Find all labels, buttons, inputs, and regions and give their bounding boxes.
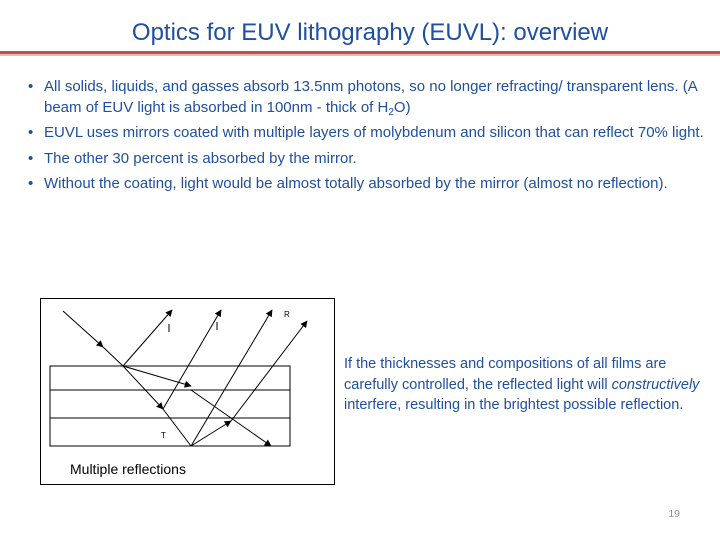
multilayer-reflection-figure: [40, 298, 335, 485]
explanation-text-end: interfere, resulting in the brightest possible reflection.: [344, 397, 684, 413]
bullet-list: [26, 77, 706, 200]
bullet-text-tail: O): [393, 98, 411, 116]
figure-caption: Multiple reflections: [70, 461, 186, 477]
bullet-dot-icon: •: [28, 149, 34, 167]
bullet-dot-icon: •: [28, 175, 34, 192]
multilayer-diagram: [41, 299, 336, 486]
bullet-dot-icon: •: [28, 124, 34, 141]
transmitted-ray: [123, 366, 163, 409]
bullet-item: [26, 174, 706, 195]
bullet-text: EUVL uses mirrors coated with multiple layers of molybdenum and silicon that can reflect 70% light.: [44, 124, 704, 141]
bullet-text: All solids, liquids, and gasses absorb 13.5nm photons, so no longer refracting/ transparent lens. (A beam of EUV light is absorbed in 100nm - thick of H: [44, 78, 697, 116]
title-divider-shadow: [0, 54, 720, 56]
bullet-item: [26, 123, 706, 144]
reflected-label: R: [284, 310, 290, 319]
transmitted-ray: [123, 366, 191, 386]
incident-ray: [103, 347, 123, 366]
explanation-text-start: If the thicknesses and compositions of all films are carefully controlled, the reflected light will: [344, 356, 667, 393]
bullet-text: The other 30 percent is absorbed by the mirror.: [44, 149, 357, 167]
reflected-ray: [191, 310, 272, 446]
transmitted-ray: [163, 409, 191, 446]
reflected-ray: [163, 310, 221, 409]
subscript: 2: [388, 106, 394, 118]
emphasis-text: constructively: [611, 376, 700, 393]
bullet-item: [26, 77, 706, 118]
bullet-text: Without the coating, light would be almost totally absorbed by the mirror (almost no reflection).: [44, 175, 668, 192]
bullet-dot-icon: •: [28, 78, 34, 95]
explanation-text: [344, 354, 704, 416]
transmitted-label: T: [161, 431, 166, 440]
bullet-item: [26, 149, 706, 170]
reflected-ray: [123, 310, 172, 366]
page-number: 19: [668, 508, 680, 520]
incident-ray-arrow: [63, 311, 103, 347]
internal-ray: [191, 421, 231, 446]
slide-title: Optics for EUV lithography (EUVL): overview: [131, 19, 609, 46]
reflected-ray: [231, 321, 307, 421]
